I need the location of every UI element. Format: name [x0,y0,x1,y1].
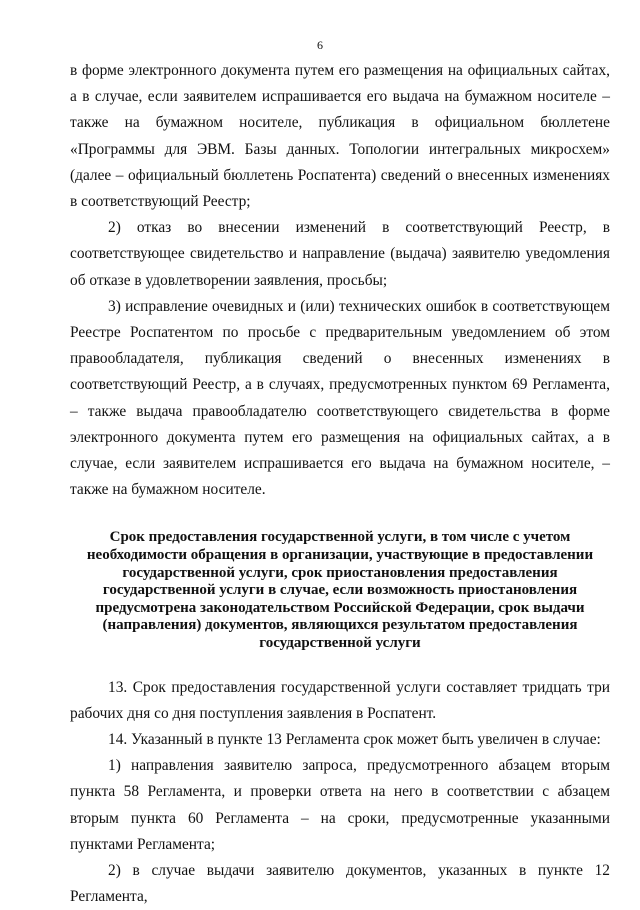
paragraph-14-item-2: 2) в случае выдачи заявителю документов, указанных в пункте 12 Регламента, [70,862,610,906]
document-body [70,58,610,910]
paragraph-14: 14. Указанный в пункте 13 Регламента срок может быть увеличен в случае: [108,731,601,749]
paragraph-14-item-1: 1) направления заявителю запроса, предусмотренного абзацем вторым пункта 58 Регламента, и проверки ответа на него в соответствии с абзацем вторым пункта 60 Регламента – на сроки, предусмотренные указанными пунктами Регламента; [70,757,610,853]
paragraph-13: 13. Срок предоставления государственной услуги составляет тридцать три рабочих дня со дня поступления заявления в Роспатент. [70,678,610,722]
paragraph-continuation: в форме электронного документа путем его размещения на официальных сайтах, а в случае, если заявителем испрашивается его выдача на бумажном носителе – также на бумажном носителе, публикация в официальном бюллетене «Программы для ЭВМ. Базы данных. Топологии интегральных микросхем» (далее – официальный бюллетень Роспатента) сведений о внесенных изменениях в соответствующий Реестр; [70,62,610,211]
section-heading: Срок предоставления государственной услуги, в том числе с учетом необходимости обращения в организации, участвующие в предоставлении государственной услуги, срок приостановления предоставления государственной услуги в случае, если возможность приостановления предусмотрена законодательством Российской Федерации, срок выдачи (направления) документов, являющихся результатом предоставления государственной услуги [86,529,594,652]
paragraph-item-3: 3) исправление очевидных и (или) технических ошибок в соответствующем Реестре Роспатентом по просьбе с предварительным уведомлением об этом правообладателя, публикация сведений о внесенных изменениях в соответствующий Реестр, а в случаях, предусмотренных пунктом 69 Регламента, – также выдача правообладателю соответствующего свидетельства в форме электронного документа путем его размещения на официальных сайтах, а в случае, если заявителем испрашивается его выдача на бумажном носителе, – также на бумажном носителе. [70,297,610,499]
paragraph-item-2: 2) отказ во внесении изменений в соответствующий Реестр, в соответствующее свидетельство и направление (выдача) заявителю уведомления об отказе в удовлетворении заявления, просьбы; [70,219,610,289]
page-number: 6 [317,38,323,52]
